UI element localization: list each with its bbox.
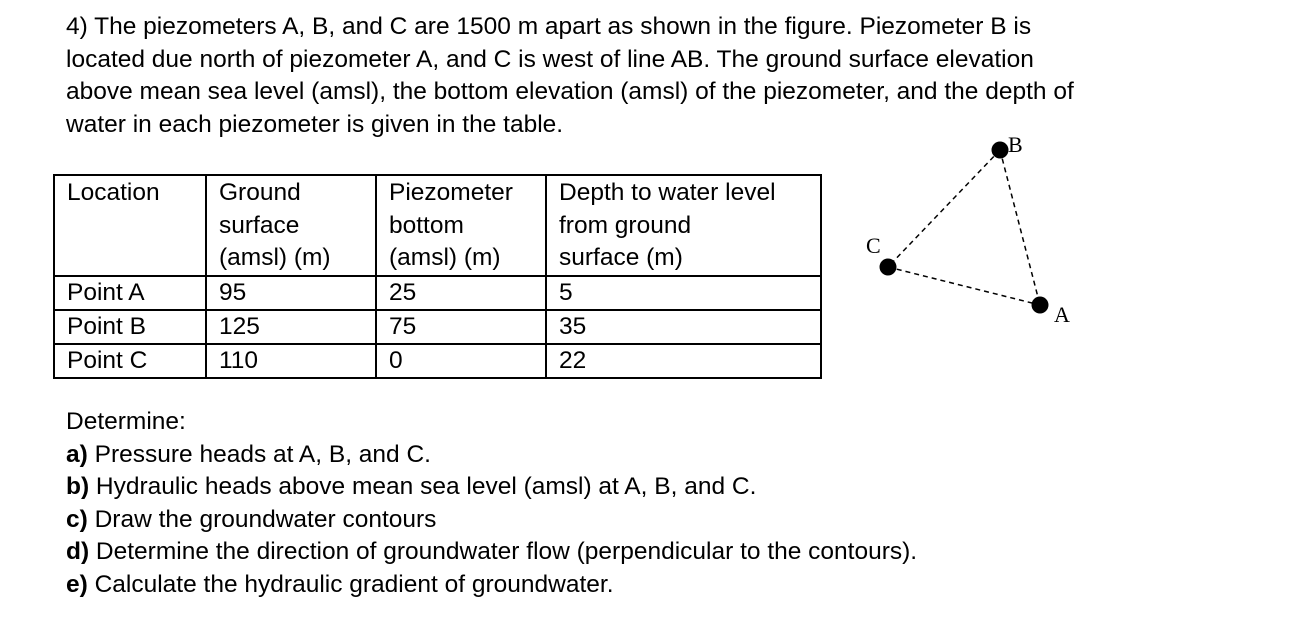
header-ground-surface xyxy=(206,175,376,276)
table-header-row xyxy=(54,175,821,276)
label-b: B xyxy=(1008,132,1023,157)
tasks-intro: Determine: xyxy=(66,408,186,435)
cell-location: Point B xyxy=(54,310,206,344)
header-text: Ground xyxy=(219,179,301,206)
point-a-marker xyxy=(1032,297,1049,314)
cell-location: Point A xyxy=(54,276,206,310)
task-letter: e) xyxy=(66,570,88,598)
problem-statement xyxy=(66,11,1256,141)
header-depth-to-water xyxy=(546,175,821,276)
header-text: (amsl) (m) xyxy=(389,244,501,271)
cell-bottom: 25 xyxy=(376,276,546,310)
line-c-a xyxy=(888,267,1040,305)
table-row xyxy=(54,310,821,344)
cell-bottom: 75 xyxy=(376,310,546,344)
task-text: Calculate the hydraulic gradient of groundwater. xyxy=(87,570,614,598)
table-row xyxy=(54,276,821,310)
header-text: from ground xyxy=(559,211,692,239)
problem-line: water in each piezometer is given in the table. xyxy=(66,110,564,138)
piezometer-layout-figure xyxy=(855,125,1095,335)
problem-line: located due north of piezometer A, and C is west of line AB. The ground surface elevation xyxy=(66,45,1034,73)
header-text: Piezometer xyxy=(389,179,513,206)
cell-ground: 125 xyxy=(206,310,376,344)
task-item xyxy=(66,504,917,537)
label-c: C xyxy=(866,233,881,258)
task-list xyxy=(66,406,917,601)
point-c-marker xyxy=(880,259,897,276)
cell-depth: 5 xyxy=(546,276,821,310)
line-b-a xyxy=(1000,150,1040,305)
cell-ground: 110 xyxy=(206,344,376,378)
header-text: Depth to water level xyxy=(559,179,776,206)
cell-location: Point C xyxy=(54,344,206,378)
header-piezometer-bottom xyxy=(376,175,546,276)
line-b-c xyxy=(888,150,1000,267)
header-text: (amsl) (m) xyxy=(219,244,331,271)
task-letter: a) xyxy=(66,440,88,468)
label-a: A xyxy=(1054,302,1070,327)
cell-depth: 22 xyxy=(546,344,821,378)
task-item xyxy=(66,569,917,602)
problem-line: above mean sea level (amsl), the bottom elevation (amsl) of the piezometer, and the depth of xyxy=(66,78,1074,105)
task-letter: d) xyxy=(66,538,90,565)
header-location xyxy=(54,175,206,276)
task-text: Draw the groundwater contours xyxy=(87,505,437,533)
cell-ground: 95 xyxy=(206,276,376,310)
cell-depth: 35 xyxy=(546,310,821,344)
task-text: Hydraulic heads above mean sea level (amsl) at A, B, and C. xyxy=(89,473,757,500)
task-item xyxy=(66,536,917,569)
piezometer-table xyxy=(53,174,822,379)
header-text: Location xyxy=(67,179,160,206)
problem-line: 4) The piezometers A, B, and C are 1500 m apart as shown in the figure. Piezometer B is xyxy=(66,13,1032,40)
point-b-marker xyxy=(992,142,1009,159)
task-text: Pressure heads at A, B, and C. xyxy=(87,440,431,468)
task-text: Determine the direction of groundwater flow (perpendicular to the contours). xyxy=(89,538,918,565)
task-item xyxy=(66,471,917,504)
task-item xyxy=(66,439,917,472)
header-text: surface (m) xyxy=(559,244,683,271)
task-letter: c) xyxy=(66,505,88,533)
header-text: surface xyxy=(219,211,300,239)
header-text: bottom xyxy=(389,211,464,239)
table-row xyxy=(54,344,821,378)
task-letter: b) xyxy=(66,473,90,500)
cell-bottom: 0 xyxy=(376,344,546,378)
